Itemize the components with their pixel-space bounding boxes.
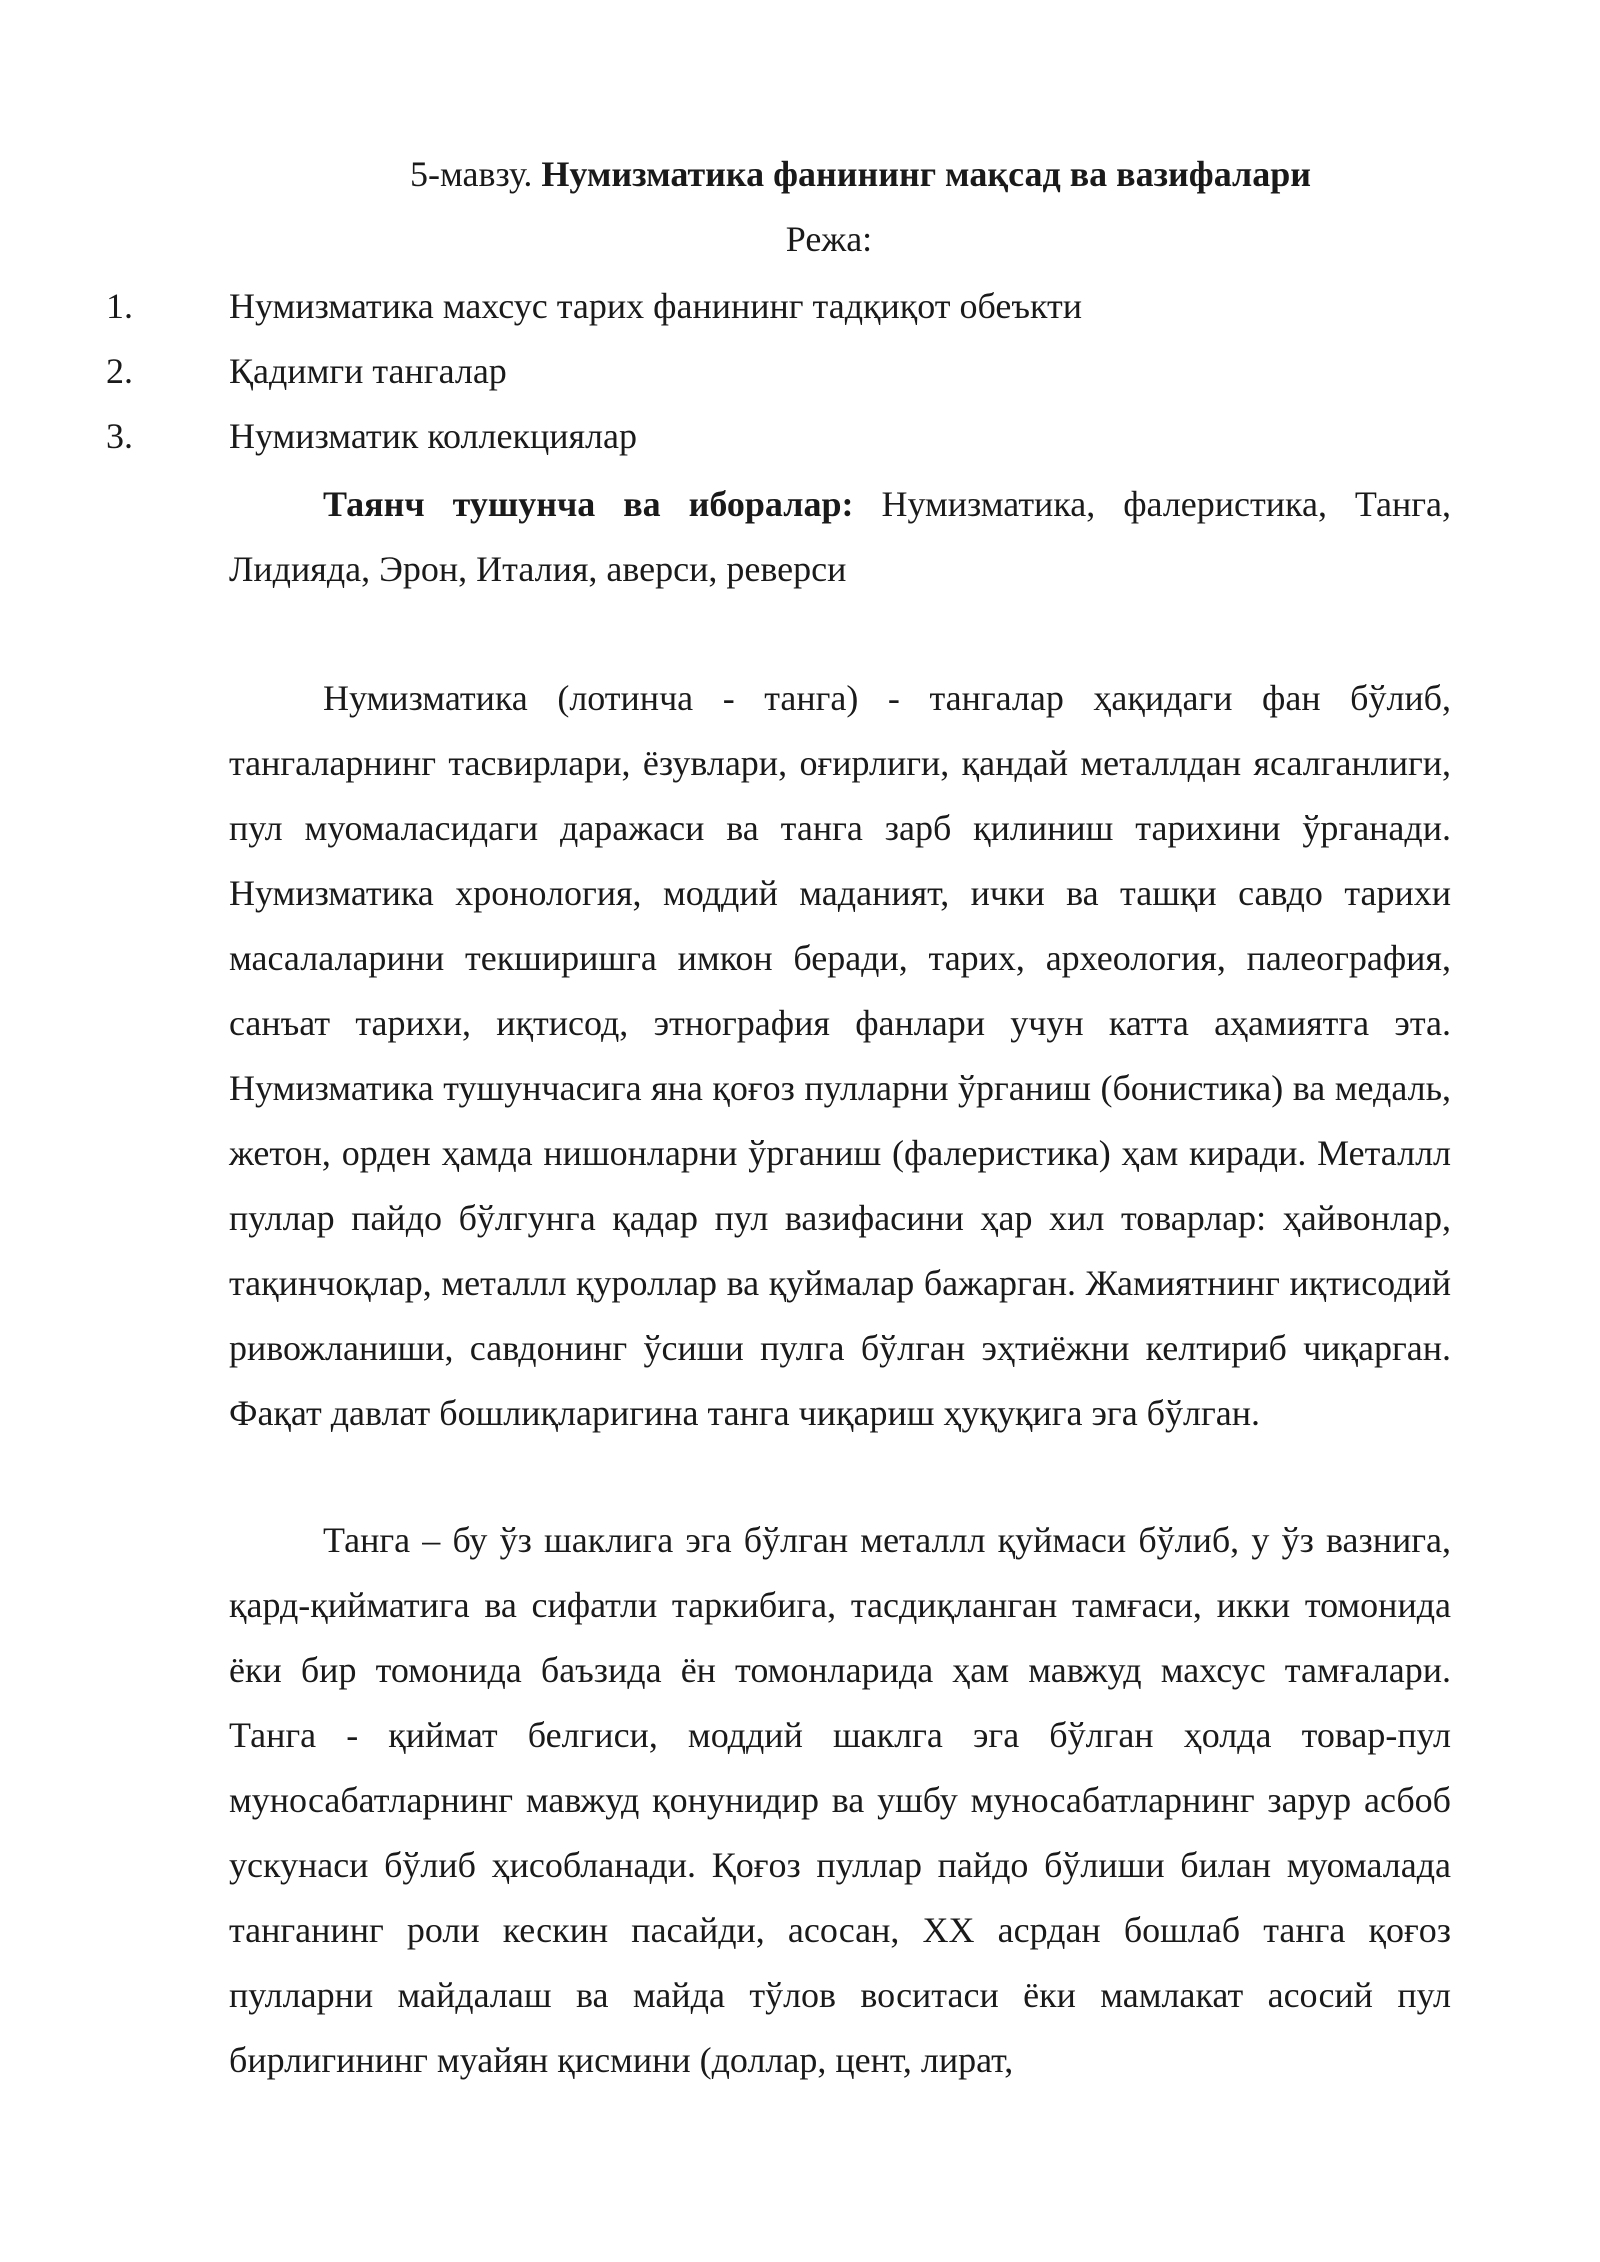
plan-item-text: Нумизматика махсус тарих фанининг тадқиқот обеъкти xyxy=(229,286,1082,326)
plan-item-text: Нумизматик коллекциялар xyxy=(229,416,637,456)
plan-heading: Режа: xyxy=(785,219,873,259)
plan-item-text: Қадимги тангалар xyxy=(229,351,507,391)
body-paragraph-1: Нумизматика (лотинча - танга) - тангалар ҳақидаги фан бўлиб, тангаларнинг тасвирлари, ёзувлари, оғирлиги, қандай металлдан ясалганлиги, пул муомаласидаги даражаси ва танга зарб қилиниш тарихини ўрганади. Нумизматика хронология, моддий маданият, ички ва ташқи савдо тарихи масалаларини текширишга имкон беради, тарих, археология, палеография, санъат тарихи, иқтисод, этнография фанлари учун катта аҳамиятга эта. Нумизматика тушунчасига яна қоғоз пулларни ўрганиш (бонистика) ва медаль, жетон, орден ҳамда нишонларни ўрганиш (фалеристика) ҳам киради. Металлл пуллар пайдо бўлгунга қадар пул вазифасини ҳар хил товарлар: ҳайвонлар, тақинчоқлар, металлл қуроллар ва қуймалар бажарган. Жамиятнинг иқтисодий ривожланиши, савдонинг ўсиши пулга бўлган эҳтиёжни келтириб чиқарган. Фақат давлат бошлиқларигина танга чиқариш ҳуқуқига эга бўлган. xyxy=(229,678,1451,1433)
plan-item-number: 2. xyxy=(106,351,133,391)
keywords-label: Таянч тушунча ва иборалар: xyxy=(323,484,854,524)
title-prefix: 5-мавзу. xyxy=(410,154,533,194)
body-paragraph-2: Танга – бу ўз шаклига эга бўлган металлл қуймаси бўлиб, у ўз вазнига, қард-қийматига ва сифатли таркибига, тасдиқланган тамғаси, икки томонида ёки бир томонида баъзида ён томонларида ҳам мавжуд махсус тамғалари. Танга - қиймат белгиси, моддий шаклга эга бўлган ҳолда товар-пул муносабатларнинг мавжуд қонунидир ва ушбу муносабатларнинг зарур асбоб ускунаси бўлиб ҳисобланади. Қоғоз пуллар пайдо бўлиши билан муомалада танганинг роли кескин пасайди, асосан, XX асрдан бошлаб танга қоғоз пулларни майдалаш ва майда тўлов воситаси ёки мамлакат асосий пул бирлигининг муайян қисмини (доллар, цент, лират, xyxy=(229,1520,1451,2080)
keywords-paragraph xyxy=(229,472,1451,602)
title-text: Нумизматика фанининг мақсад ва вазифалари xyxy=(541,154,1311,194)
plan-item-number: 3. xyxy=(106,416,133,456)
plan-item-number: 1. xyxy=(106,286,133,326)
page-title xyxy=(410,148,1311,200)
keywords-text: Нумизматика, фалеристика, Танга, Лидияда, Эрон, Италия, аверси, реверси xyxy=(229,484,1451,589)
